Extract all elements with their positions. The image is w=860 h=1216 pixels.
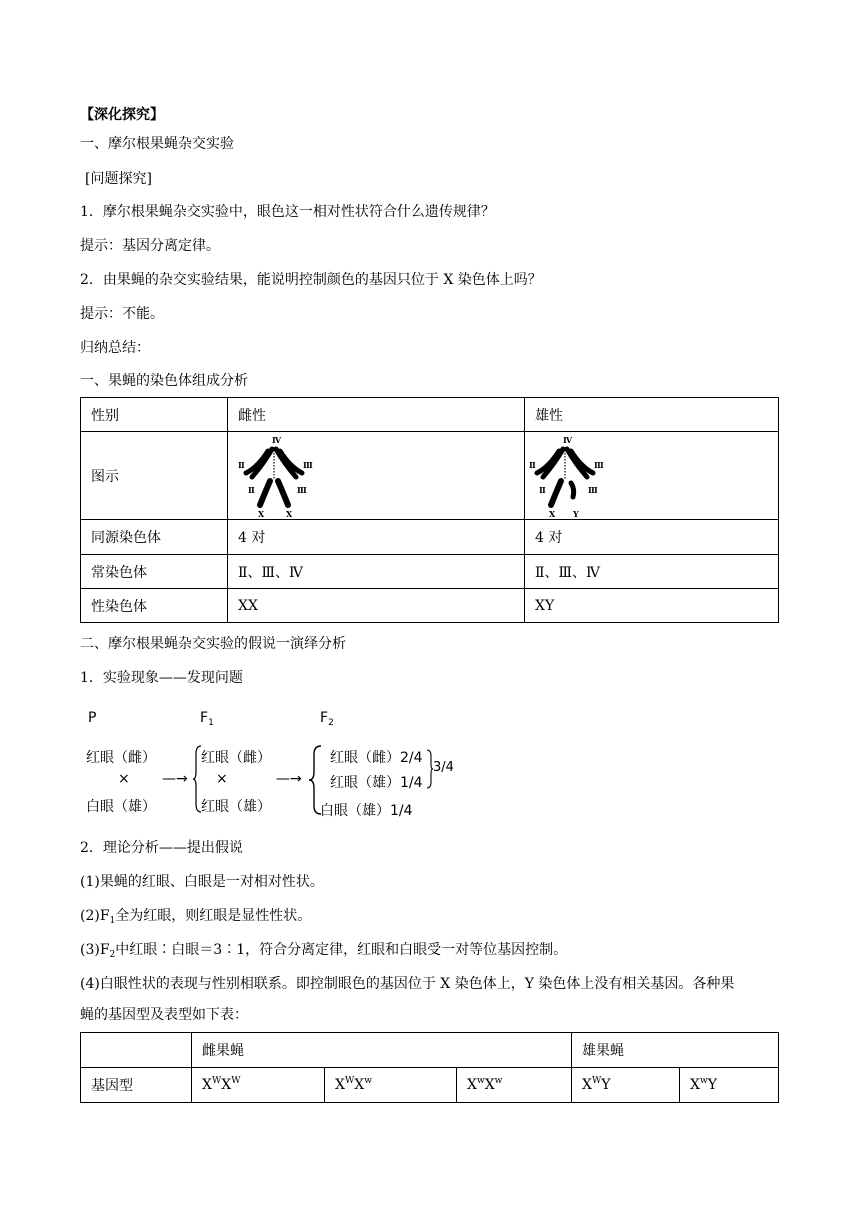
f2-red-male: 红眼（雄）1/4: [330, 775, 423, 791]
point-4-line-1: (4)白眼性状的表现与性别相联系。即控制眼色的基因位于 X 染色体上，Y 染色体上没有相关基因。各种果: [80, 976, 735, 992]
question-2: 2．由果蝇的杂交实验结果，能说明控制颜色的基因只位于 X 染色体上吗？: [80, 272, 542, 288]
genotype-xwy-recessive: $X^wY$: [680, 1068, 779, 1103]
f1-female: 红眼（雌）: [201, 750, 271, 766]
female-diagram-cell: [228, 432, 525, 520]
corner-cell: [81, 1033, 192, 1068]
point-2: $(2)F_1$全为红眼，则红眼是显性性状。: [80, 908, 312, 926]
sex-chromosome-male: XY: [525, 589, 779, 623]
step-1-title: 1．实验现象——发现问题: [80, 670, 243, 686]
header-male: 雄性: [525, 398, 779, 432]
cross-symbol-p: ×: [118, 771, 130, 787]
summary-label: 归纳总结：: [80, 340, 150, 356]
parent-female: 红眼（雌）: [86, 750, 156, 766]
question-label: [问题探究]: [85, 171, 152, 187]
header-female-fly: 雌果蝇: [192, 1033, 572, 1068]
f2-red-female: 红眼（雌）2/4: [330, 750, 423, 766]
label-ii: Ⅱ: [238, 459, 245, 470]
subsection-title-1: 一、果蝇的染色体组成分析: [80, 373, 248, 389]
label-y: Y: [573, 508, 579, 519]
point-4-line-2: 蝇的基因型及表型如下表：: [80, 1007, 248, 1023]
label-ii-b: Ⅱ: [539, 484, 546, 495]
female-chromosome-diagram: [234, 433, 314, 519]
label-f1: $F_1$: [200, 710, 214, 728]
genotype-xwxw-hetero: $X^WX^w$: [325, 1068, 457, 1103]
step-2-title: 2．理论分析——提出假说: [80, 840, 243, 856]
sex-chromosome-female: XX: [228, 589, 525, 623]
label-x: X: [549, 508, 556, 519]
header-male-fly: 雄果蝇: [572, 1033, 779, 1068]
autosome-male: Ⅱ、Ⅲ、Ⅳ: [525, 555, 779, 589]
label-p: P: [88, 710, 97, 726]
genotype-xwxw-dominant: $X^WX^W$: [192, 1068, 325, 1103]
label-iii: Ⅲ: [594, 459, 604, 470]
header-female: 雌性: [228, 398, 525, 432]
f1-male: 红眼（雄）: [201, 799, 271, 815]
f2-white-male: 白眼（雄）1/4: [320, 803, 413, 819]
arrow-f1-f2: —→: [276, 771, 302, 787]
answer-1: 提示：基因分离定律。: [80, 238, 220, 254]
header-sex: 性别: [81, 398, 228, 432]
genotype-xwxw-recessive: $X^wX^w$: [457, 1068, 572, 1103]
male-diagram-cell: [525, 432, 779, 520]
label-iii-b: Ⅲ: [297, 484, 307, 495]
homologous-female: 4 对: [228, 520, 525, 555]
row-label-autosome: 常染色体: [81, 555, 228, 589]
homologous-male: 4 对: [525, 520, 779, 555]
label-iii: Ⅲ: [303, 459, 313, 470]
label-ii-b: Ⅱ: [248, 484, 255, 495]
autosome-female: Ⅱ、Ⅲ、Ⅳ: [228, 555, 525, 589]
chromosome-table: [80, 397, 779, 623]
label-iii-b: Ⅲ: [588, 484, 598, 495]
male-chromosome-diagram: [525, 433, 605, 519]
subsection-title-2: 二、摩尔根果蝇杂交实验的假说一演绎分析: [80, 636, 346, 652]
ratio-red: 3/4: [433, 760, 454, 775]
row-label-sex-chromosome: 性染色体: [81, 589, 228, 623]
point-3: $(3)F_2$中红眼∶白眼＝3∶1，符合分离定律，红眼和白眼受一对等位基因控制。: [80, 942, 568, 960]
row-label-homologous: 同源染色体: [81, 520, 228, 555]
label-f2: $F_2$: [320, 710, 334, 728]
point-1: (1)果蝇的红眼、白眼是一对相对性状。: [80, 874, 324, 890]
label-x1: X: [258, 508, 265, 519]
row-label-genotype: 基因型: [81, 1068, 192, 1103]
section-title-1: 一、摩尔根果蝇杂交实验: [80, 136, 234, 152]
row-label-diagram: 图示: [81, 432, 228, 520]
label-iv: Ⅳ: [563, 434, 573, 445]
label-x2: X: [286, 508, 293, 519]
label-iv: Ⅳ: [272, 434, 282, 445]
section-heading: 【深化探究】: [80, 107, 164, 123]
arrow-p-f1: —→: [162, 771, 188, 787]
parent-male: 白眼（雄）: [86, 799, 156, 815]
question-1: 1．摩尔根果蝇杂交实验中，眼色这一相对性状符合什么遗传规律？: [80, 204, 495, 220]
cross-symbol-f1: ×: [216, 771, 228, 787]
answer-2: 提示：不能。: [80, 306, 164, 322]
genotype-xwy-dominant: $X^WY$: [572, 1068, 680, 1103]
genotype-table: [80, 1032, 779, 1103]
label-ii: Ⅱ: [529, 459, 536, 470]
